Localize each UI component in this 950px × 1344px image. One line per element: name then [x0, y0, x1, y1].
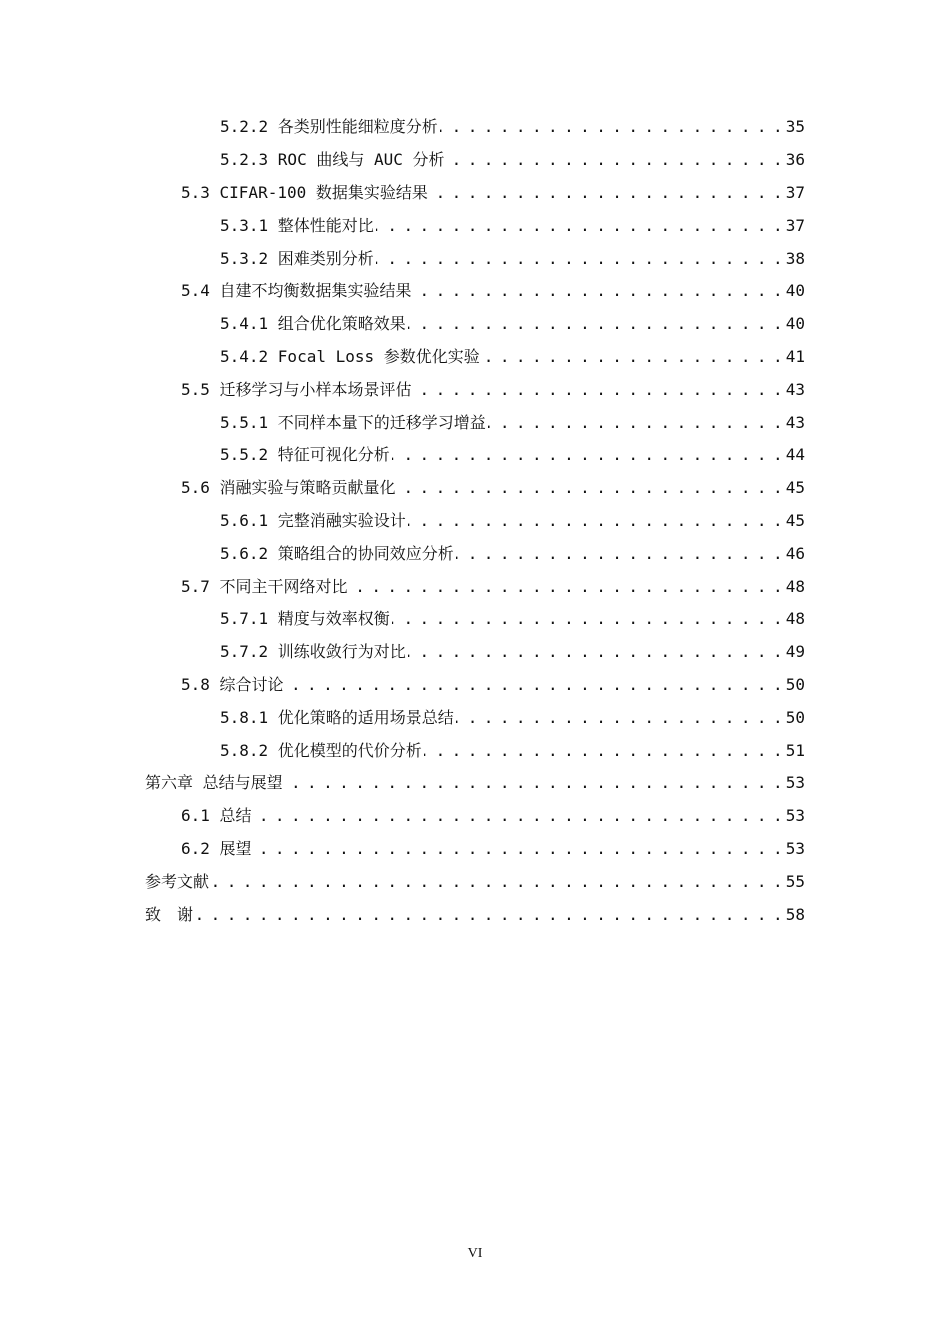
toc-entry-page-number: 37	[785, 215, 805, 235]
toc-entry-page-number: 40	[785, 314, 805, 334]
toc-dot-leader	[408, 642, 781, 662]
toc-entry-title: 第六章 总结与展望	[145, 773, 283, 793]
toc-dot-leader	[398, 478, 781, 498]
toc-entry-page-number: 46	[785, 543, 805, 563]
toc-entry[interactable]	[0, 865, 950, 898]
toc-entry-title: 6.2 展望	[181, 838, 252, 858]
toc-entry[interactable]	[0, 308, 950, 341]
toc-entry-title: 参考文献	[145, 871, 210, 891]
toc-entry-title: 5.8 综合讨论	[181, 674, 284, 694]
toc-entry-page-number: 53	[785, 773, 805, 793]
toc-entry-page-number: 48	[785, 576, 805, 596]
toc-dot-leader	[254, 839, 781, 859]
toc-entry[interactable]	[0, 242, 950, 275]
toc-entry-page-number: 38	[785, 248, 805, 268]
toc-entry-page-number: 37	[785, 182, 805, 202]
toc-entry-title: 5.5 迁移学习与小样本场景评估	[181, 379, 412, 399]
toc-dot-leader	[430, 183, 781, 203]
toc-entry[interactable]	[0, 767, 950, 800]
toc-entry-page-number: 43	[785, 379, 805, 399]
toc-dot-leader	[456, 544, 781, 564]
toc-entry[interactable]	[0, 636, 950, 669]
toc-entry-title: 5.6 消融实验与策略贡献量化	[181, 478, 396, 498]
toc-entry[interactable]	[0, 275, 950, 308]
toc-entry-title: 5.7.2 训练收敛行为对比	[220, 642, 406, 662]
toc-dot-leader	[195, 905, 781, 925]
toc-entry[interactable]	[0, 177, 950, 210]
toc-entry-title: 5.3.2 困难类别分析	[220, 248, 374, 268]
toc-entry[interactable]	[0, 669, 950, 702]
toc-entry-title: 5.7.1 精度与效率权衡	[220, 609, 390, 629]
toc-entry-page-number: 40	[785, 281, 805, 301]
toc-entry[interactable]	[0, 570, 950, 603]
toc-entry-title: 5.2.2 各类别性能细粒度分析	[220, 117, 438, 137]
toc-entry-title: 5.4 自建不均衡数据集实验结果	[181, 281, 412, 301]
toc-dot-leader	[286, 675, 781, 695]
toc-dot-leader	[488, 413, 781, 433]
toc-entry-page-number: 43	[785, 412, 805, 432]
toc-dot-leader	[414, 380, 781, 400]
toc-entry-page-number: 48	[785, 609, 805, 629]
toc-dot-leader	[408, 511, 781, 531]
toc-entry-page-number: 50	[785, 707, 805, 727]
toc-entry-page-number: 58	[785, 904, 805, 924]
toc-dot-leader	[447, 150, 782, 170]
toc-entry[interactable]	[0, 439, 950, 472]
toc-dot-leader	[440, 117, 781, 137]
toc-entry-title: 5.4.2 Focal Loss 参数优化实验	[220, 346, 480, 366]
toc-dot-leader	[285, 773, 781, 793]
toc-dot-leader	[408, 314, 781, 334]
toc-dot-leader	[376, 249, 781, 269]
toc-entry[interactable]	[0, 111, 950, 144]
toc-entry[interactable]	[0, 144, 950, 177]
toc-entry[interactable]	[0, 603, 950, 636]
toc-entry-page-number: 53	[785, 806, 805, 826]
toc-entry-page-number: 41	[785, 346, 805, 366]
toc-entry-title: 5.6.1 完整消融实验设计	[220, 510, 406, 530]
toc-entry[interactable]	[0, 898, 950, 931]
toc-dot-leader	[350, 577, 781, 597]
toc-entry-title: 5.8.1 优化策略的适用场景总结	[220, 707, 454, 727]
toc-entry-title: 5.3.1 整体性能对比	[220, 215, 374, 235]
toc-entry-title: 5.5.1 不同样本量下的迁移学习增益	[220, 412, 486, 432]
toc-dot-leader	[392, 609, 781, 629]
toc-entry-page-number: 53	[785, 838, 805, 858]
toc-entry[interactable]	[0, 701, 950, 734]
toc-entry[interactable]	[0, 734, 950, 767]
toc-entry[interactable]	[0, 800, 950, 833]
toc-entry-page-number: 45	[785, 510, 805, 530]
toc-dot-leader	[456, 708, 781, 728]
toc-entry-title: 5.8.2 优化模型的代价分析	[220, 740, 422, 760]
toc-dot-leader	[376, 216, 781, 236]
toc-entry-title: 6.1 总结	[181, 806, 252, 826]
toc-entry-title: 致 谢	[145, 904, 194, 924]
toc-entry[interactable]	[0, 341, 950, 374]
toc-entry-title: 5.5.2 特征可视化分析	[220, 445, 390, 465]
toc-entry-page-number: 50	[785, 674, 805, 694]
toc-entry[interactable]	[0, 373, 950, 406]
toc-entry-page-number: 49	[785, 642, 805, 662]
toc-dot-leader	[211, 872, 781, 892]
toc-entry[interactable]	[0, 472, 950, 505]
page-number: VI	[467, 1246, 483, 1261]
toc-dot-leader	[482, 347, 781, 367]
toc-entry-page-number: 44	[785, 445, 805, 465]
toc-entry-page-number: 51	[785, 740, 805, 760]
toc-entry-title: 5.4.1 组合优化策略效果	[220, 314, 406, 334]
toc-entry[interactable]	[0, 209, 950, 242]
toc-dot-leader	[392, 445, 781, 465]
toc-dot-leader	[424, 741, 781, 761]
toc-entry[interactable]	[0, 505, 950, 538]
toc-entry-title: 5.2.3 ROC 曲线与 AUC 分析	[220, 150, 445, 170]
toc-dot-leader	[414, 281, 781, 301]
toc-entry[interactable]	[0, 537, 950, 570]
toc-entry-title: 5.7 不同主干网络对比	[181, 576, 348, 596]
toc-entry-page-number: 45	[785, 478, 805, 498]
toc-dot-leader	[254, 806, 781, 826]
table-of-contents	[0, 111, 950, 931]
toc-entry-page-number: 36	[785, 150, 805, 170]
toc-entry-title: 5.3 CIFAR-100 数据集实验结果	[181, 182, 428, 202]
toc-entry[interactable]	[0, 833, 950, 866]
toc-entry-title: 5.6.2 策略组合的协同效应分析	[220, 543, 454, 563]
toc-entry[interactable]	[0, 406, 950, 439]
toc-entry-page-number: 35	[785, 117, 805, 137]
toc-entry-page-number: 55	[785, 871, 805, 891]
